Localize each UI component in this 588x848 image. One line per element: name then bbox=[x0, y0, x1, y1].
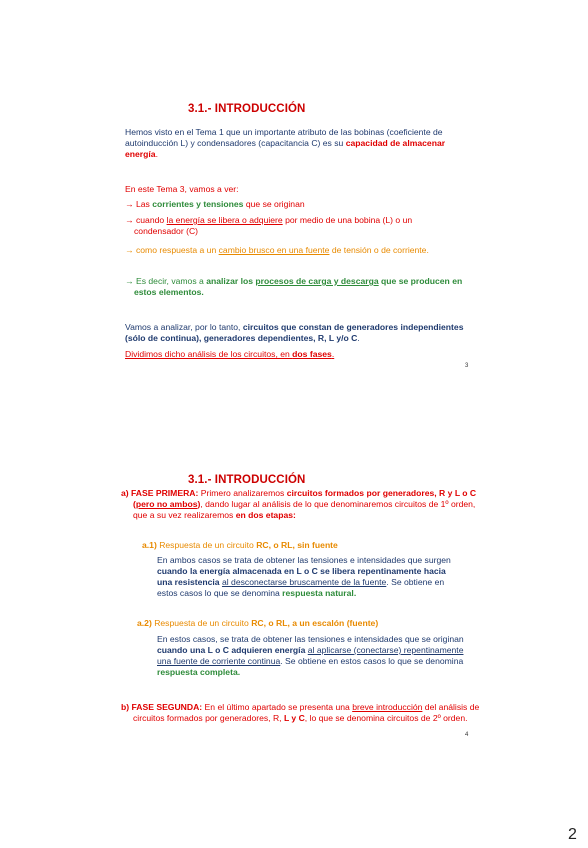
bullet-corrientes: → Las corrientes y tensiones que se originan bbox=[125, 199, 305, 209]
paragraph-intro: Hemos visto en el Tema 1 que un importante atributo de las bobinas (coeficiente de autoinducción L) y condensadores (capacitancia C) es su capacidad de almacenar energía. bbox=[125, 127, 446, 159]
subsection-a1-body: En ambos casos se trata de obtener las tensiones e intensidades que surgen cuando la energía almacenada en L o C se libera repentinamente hacia una resistencia al desconectarse bruscamente de la fuente. Se obtiene en estos casos lo que se denomina respuesta natural. bbox=[157, 555, 451, 598]
arrow-right-icon: → bbox=[125, 276, 134, 286]
subsection-a2: a.2) Respuesta de un circuito RC, o RL, a un escalón (fuente) bbox=[137, 618, 379, 628]
topic-intro: En este Tema 3, vamos a ver: bbox=[125, 184, 239, 194]
slide-page-number: 4 bbox=[465, 732, 469, 738]
bullet-procesos: → Es decir, vamos a analizar los procesos de carga y descarga que se producen en estos elementos. bbox=[125, 276, 463, 297]
arrow-right-icon: → bbox=[125, 199, 134, 209]
bullet-energia: → cuando la energía se libera o adquiere por medio de una bobina (L) o un condensador (C) bbox=[125, 215, 413, 236]
slide-page-number: 3 bbox=[465, 363, 469, 369]
fase-segunda: b) FASE SEGUNDA: En el último apartado se presenta una breve introducción del análisis de circuitos formados por generadores, R, L y C, lo que se denomina circuitos de 2º orden. bbox=[121, 702, 480, 723]
subsection-a2-body: En estos casos, se trata de obtener las tensiones e intensidades que se originan cuando una L o C adquieren energía al aplicarse (conectarse) repentinamente una fuente de corriente continua. Se obtiene en estos casos lo que se denomina respuesta completa. bbox=[157, 634, 464, 677]
arrow-right-icon: → bbox=[125, 245, 134, 255]
slide-title: 3.1.- INTRODUCCIÓN bbox=[188, 474, 306, 486]
bullet-cambio: → como respuesta a un cambio brusco en una fuente de tensión o de corriente. bbox=[125, 245, 429, 255]
paragraph-circuitos: Vamos a analizar, por lo tanto, circuitos que constan de generadores independientes (sólo de continua), generadores dependientes, R, L y/o C. bbox=[125, 322, 464, 343]
sheet-page-number: 2 bbox=[568, 826, 577, 843]
paragraph-fases: Dividimos dicho análisis de los circuitos, en dos fases. bbox=[125, 349, 335, 359]
slide-title: 3.1.- INTRODUCCIÓN bbox=[188, 103, 306, 115]
subsection-a1: a.1) Respuesta de un circuito RC, o RL, sin fuente bbox=[142, 540, 338, 550]
fase-primera: a) FASE PRIMERA: Primero analizaremos circuitos formados por generadores, R y L o C (pero no ambos), dando lugar al análisis de lo que denominaremos circuitos de 1º orden, que a su vez realizaremos en dos etapas: bbox=[121, 488, 477, 520]
arrow-right-icon: → bbox=[125, 215, 134, 225]
